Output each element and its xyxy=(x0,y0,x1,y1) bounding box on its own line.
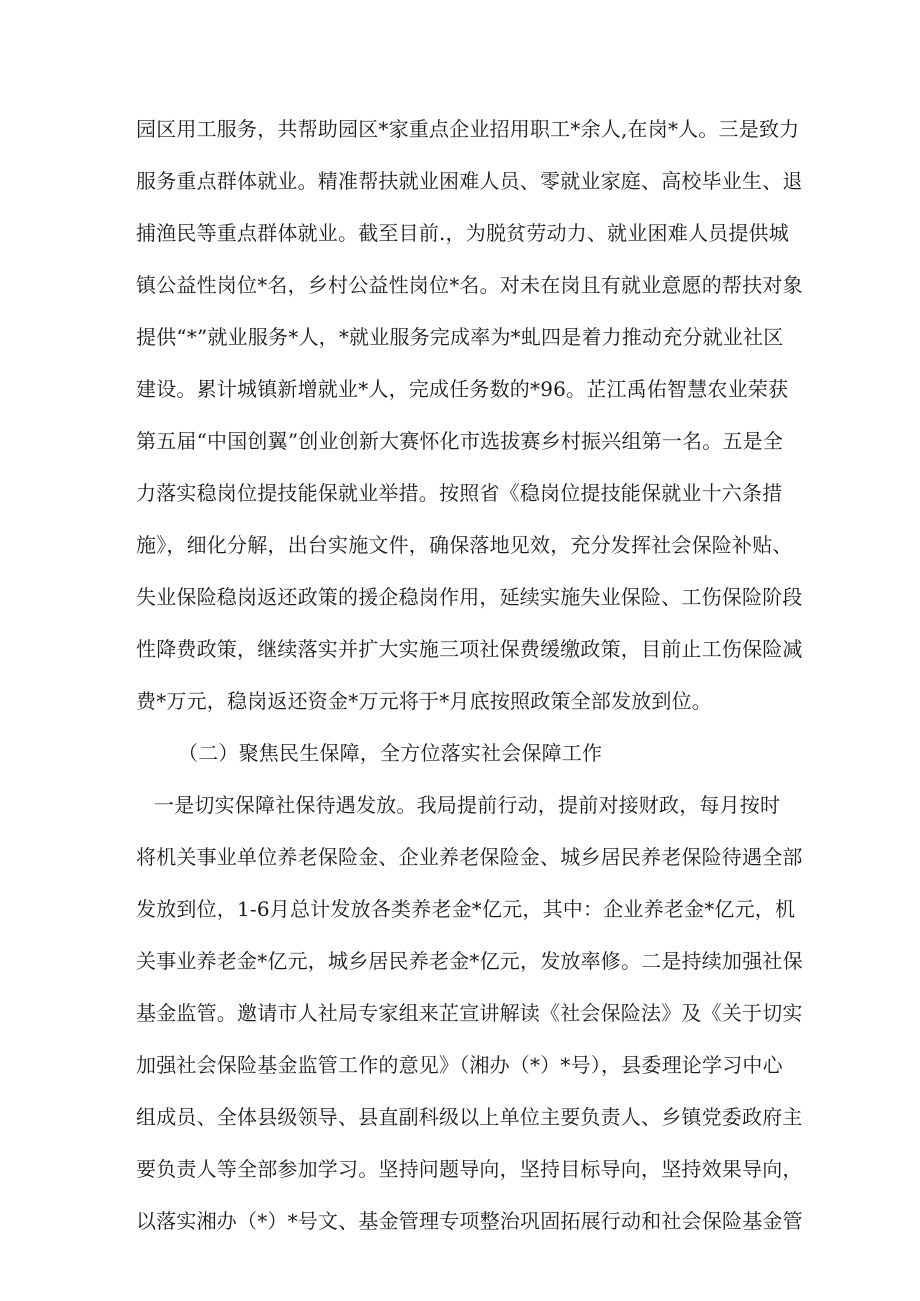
paragraph-1-line: 捕渔民等重点群体就业。截至目前.，为脱贫劳动力、就业困难人员提供城 xyxy=(136,221,789,245)
paragraph-1-line: 园区用工服务，共帮助园区*家重点企业招用职工*余人,在岗*人。三是致力 xyxy=(136,117,800,141)
paragraph-1-line: 第五届“中国创翼”创业创新大赛怀化市选拔赛乡村振兴组第一名。五是全 xyxy=(136,429,784,453)
paragraph-2-line: 一是切实保障社保待遇发放。我局提前行动，提前对接财政，每月按时 xyxy=(154,793,781,817)
paragraph-2-line: 要负责人等全部参加学习。坚持问题导向，坚持目标导向，坚持效果导向， xyxy=(136,1157,803,1181)
paragraph-2-line: 将机关事业单位养老保险金、企业养老保险金、城乡居民养老保险待遇全部 xyxy=(136,845,803,869)
paragraph-1-line: 镇公益性岗位*名，乡村公益性岗位*名。对未在岗且有就业意愿的帮扶对象 xyxy=(136,273,803,297)
paragraph-2-line: 发放到位，1-6月总计发放各类养老金*亿元，其中：企业养老金*亿元，机 xyxy=(136,897,796,921)
paragraph-1-line: 提供“*”就业服务*人，*就业服务完成率为*虬四是着力推动充分就业社区 xyxy=(136,325,784,349)
section-heading: （二）聚焦民生保障，全方位落实社会保障工作 xyxy=(178,741,603,765)
paragraph-2-line: 关事业养老金*亿元，城乡居民养老金*亿元，发放率修。二是持续加强社保 xyxy=(136,949,803,973)
paragraph-2-line: 加强社会保险基金监管工作的意见》（湘办（*）*号），县委理论学习中心 xyxy=(136,1053,783,1077)
paragraph-1-line: 失业保险稳岗返还政策的援企稳岗作用，延续实施失业保险、工伤保险阶段 xyxy=(136,585,803,609)
paragraph-2-line: 以落实湘办（*）*号文、基金管理专项整治巩固拓展行动和社会保险基金管 xyxy=(136,1209,803,1233)
paragraph-1-line: 服务重点群体就业。精准帮扶就业困难人员、零就业家庭、高校毕业生、退 xyxy=(136,169,803,193)
paragraph-1-line: 施》，细化分解，出台实施文件，确保落地见效，充分发挥社会保险补贴、 xyxy=(136,533,793,557)
paragraph-1-line: 性降费政策，继续落实并扩大实施三项社保费缓缴政策，目前止工伤保险减 xyxy=(136,637,803,661)
paragraph-2-line: 基金监管。邀请市人社局专家组来芷宣讲解读《社会保险法》及《关于切实 xyxy=(136,1001,803,1025)
paragraph-1-line: 费*万元，稳岗返还资金*万元将于*月底按照政策全部发放到位。 xyxy=(136,689,712,713)
paragraph-1-line: 建设。累计城镇新增就业*人，完成任务数的*96。芷江禹佑智慧农业荣获 xyxy=(136,377,789,401)
paragraph-2-line: 组成员、全体县级领导、县直副科级以上单位主要负责人、乡镇党委政府主 xyxy=(136,1105,803,1129)
paragraph-1-line: 力落实稳岗位提技能保就业举措。按照省《稳岗位提技能保就业十六条措 xyxy=(136,481,783,505)
